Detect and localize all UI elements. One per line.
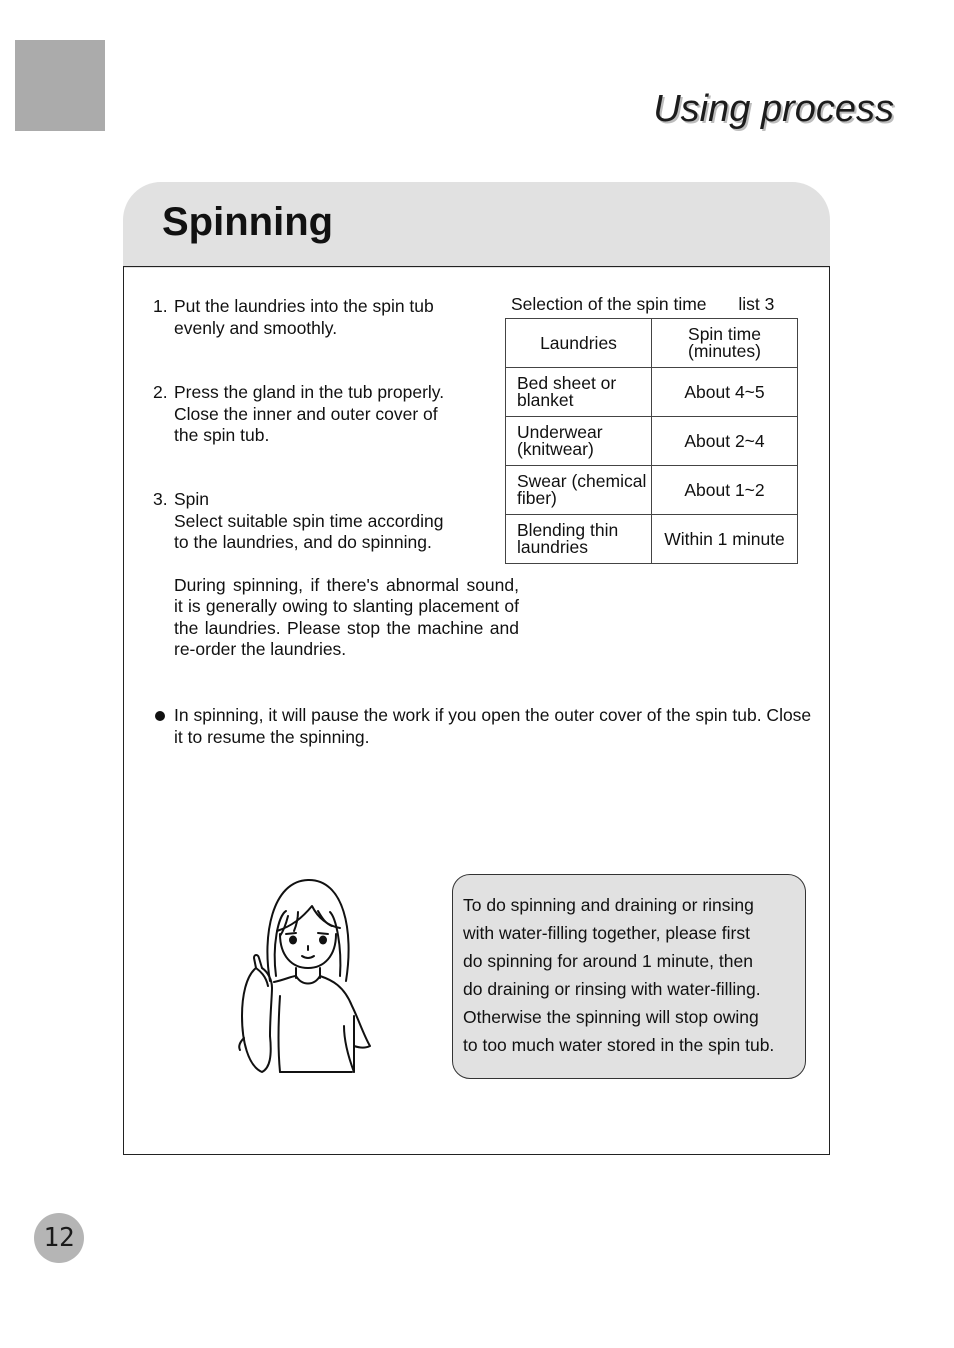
table-list-ref: list 3	[738, 294, 775, 314]
tip-line: To do spinning and draining or rinsing	[463, 895, 754, 915]
note-paragraph	[155, 704, 814, 748]
column-header: Spin time (minutes)	[652, 319, 798, 368]
table-row	[506, 466, 798, 515]
table-caption	[511, 294, 774, 315]
step-2	[153, 382, 514, 447]
table-cell: Bed sheet or blanket	[506, 368, 652, 417]
step-line: Close the inner and outer cover of	[174, 403, 438, 424]
step-line: evenly and smoothly.	[174, 317, 338, 338]
corner-tab	[15, 40, 105, 131]
page-number: 12	[34, 1213, 84, 1263]
table-row	[506, 417, 798, 466]
table-caption-text: Selection of the spin time	[511, 294, 707, 314]
tip-line: do spinning for around 1 minute, then	[463, 951, 753, 971]
step-line: to the laundries, and do spinning.	[174, 532, 432, 552]
tip-line: Otherwise the spinning will stop owing	[463, 1007, 759, 1027]
step-line: Put the laundries into the spin tub	[174, 296, 434, 316]
table-cell: About 2~4	[652, 417, 798, 466]
tip-line: do draining or rinsing with water-filling.	[463, 979, 761, 999]
tip-line: to too much water stored in the spin tub.	[463, 1035, 775, 1055]
tip-line: with water-filling together, please first	[463, 923, 750, 943]
page-header-title: Using process	[653, 88, 894, 130]
table-header-row	[506, 319, 798, 368]
tip-box	[452, 874, 806, 1079]
step-extra-paragraph: During spinning, if there's abnormal sound, it is generally owing to slanting placement of the laundries. Please stop the machine and re-order the laundries.	[174, 574, 519, 659]
table-cell: Underwear (knitwear)	[506, 417, 652, 466]
spin-time-table	[505, 318, 798, 564]
table-cell: Within 1 minute	[652, 515, 798, 564]
step-line: Press the gland in the tub properly.	[174, 382, 445, 402]
table-row	[506, 368, 798, 417]
column-header: Laundries	[506, 319, 652, 368]
table-cell: Blending thin laundries	[506, 515, 652, 564]
step-number: 2.	[153, 382, 168, 402]
step-number: 3.	[153, 489, 168, 509]
table-cell: About 1~2	[652, 466, 798, 515]
tip-text	[463, 891, 808, 1059]
girl-illustration-icon	[232, 876, 382, 1076]
step-line: the spin tub.	[174, 425, 270, 445]
table-row	[506, 515, 798, 564]
step-3	[153, 489, 519, 661]
table-cell: About 4~5	[652, 368, 798, 417]
step-number: 1.	[153, 296, 168, 316]
step-1	[153, 296, 514, 339]
section-title: Spinning	[162, 200, 334, 244]
step-line: Select suitable spin time according	[174, 510, 444, 531]
step-line: Spin	[174, 489, 210, 509]
bullet-icon	[155, 711, 165, 721]
table-cell: Swear (chemical fiber)	[506, 466, 652, 515]
note-text: In spinning, it will pause the work if you open the outer cover of the spin tub. Close it to resume the spinning.	[174, 705, 812, 747]
